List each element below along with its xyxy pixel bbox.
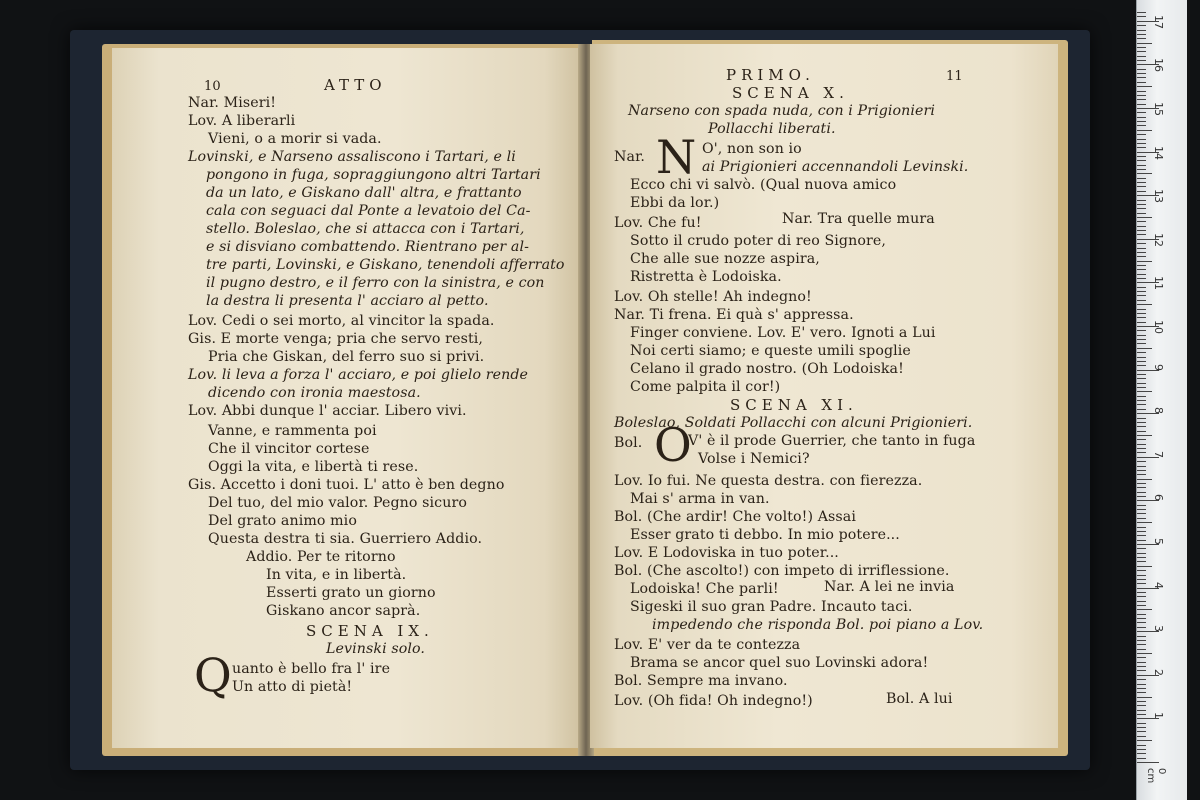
stage-direction-line: Boleslao, Soldati Pollacchi con alcuni Prigionieri. xyxy=(614,415,973,431)
ruler-tick xyxy=(1137,16,1146,17)
ruler-tick xyxy=(1137,173,1152,174)
ruler-tick xyxy=(1137,112,1146,113)
ruler-tick xyxy=(1137,749,1146,750)
ruler-tick xyxy=(1137,295,1146,296)
ruler-tick xyxy=(1137,365,1146,366)
ruler-tick xyxy=(1137,361,1146,362)
text-line: Del tuo, del mio valor. Pegno sicuro xyxy=(208,495,467,511)
ruler-tick xyxy=(1137,557,1146,558)
text-line: Esser grato ti debbo. In mio potere... xyxy=(630,527,900,543)
ruler-tick xyxy=(1137,409,1146,410)
text-line: Vanne, e rammenta poi xyxy=(208,423,377,439)
ruler-tick xyxy=(1137,217,1152,218)
ruler-tick xyxy=(1137,614,1146,615)
ruler-tick xyxy=(1137,213,1146,214)
ruler-tick xyxy=(1137,601,1146,602)
ruler-tick xyxy=(1137,117,1146,118)
left-page xyxy=(112,48,582,748)
ruler-tick xyxy=(1137,575,1146,576)
text-line: Lov. Io fui. Ne questa destra. con fierezza. xyxy=(614,473,923,489)
stage-direction-line: cala con seguaci dal Ponte a levatoio del Ca- xyxy=(206,203,531,219)
ruler-tick xyxy=(1137,51,1146,52)
ruler-tick xyxy=(1137,77,1146,78)
ruler-tick xyxy=(1137,762,1159,763)
ruler-tick xyxy=(1137,644,1146,645)
ruler-tick xyxy=(1137,618,1146,619)
page-number: 10 xyxy=(204,79,221,94)
text-line: Addio. Per te ritorno xyxy=(246,549,396,565)
ruler-tick xyxy=(1137,99,1146,100)
ruler-number: 10 xyxy=(1152,320,1165,334)
ruler-tick xyxy=(1137,12,1146,13)
stage-direction-line: ai Prigionieri accennandoli Levinski. xyxy=(702,159,969,175)
ruler-tick xyxy=(1137,697,1152,698)
stage-direction-line: pongono in fuga, sopraggiungono altri Tartari xyxy=(206,167,541,183)
text-line: Lov. Che fu! xyxy=(614,215,702,231)
ruler-number: 17 xyxy=(1152,14,1165,29)
ruler-tick xyxy=(1137,566,1152,567)
ruler-tick xyxy=(1137,139,1146,140)
ruler-tick xyxy=(1137,553,1146,554)
stage-direction-line: Lovinski, e Narseno assaliscono i Tartari, e li xyxy=(188,149,516,165)
ruler-tick xyxy=(1137,758,1146,759)
ruler-tick xyxy=(1137,343,1146,344)
ruler-tick xyxy=(1137,56,1146,57)
ruler-tick xyxy=(1137,396,1146,397)
ruler-tick xyxy=(1137,657,1146,658)
ruler-number: 5 xyxy=(1152,538,1165,545)
ruler-tick xyxy=(1137,439,1146,440)
text-line: Gis. E morte venga; pria che servo resti, xyxy=(188,331,483,347)
speaker-label: Bol. xyxy=(614,435,643,451)
text-line: V' è il prode Guerrier, che tanto in fuga xyxy=(688,433,976,449)
ruler-tick xyxy=(1137,304,1152,305)
ruler-tick xyxy=(1137,561,1146,562)
speaker-label: Nar. xyxy=(614,149,646,165)
ruler-number: 9 xyxy=(1152,363,1165,371)
ruler-tick xyxy=(1137,492,1146,493)
ruler-tick xyxy=(1137,422,1146,423)
ruler-tick xyxy=(1137,383,1146,384)
ruler-number: 13 xyxy=(1152,189,1165,204)
ruler-tick xyxy=(1137,313,1146,314)
ruler-tick xyxy=(1137,191,1146,192)
ruler-tick xyxy=(1137,348,1152,349)
page-number: 11 xyxy=(946,69,963,84)
ruler-tick xyxy=(1137,82,1146,83)
ruler-tick xyxy=(1137,352,1146,353)
ruler-number: 16 xyxy=(1152,58,1165,73)
ruler-tick xyxy=(1137,208,1146,209)
ruler-tick xyxy=(1137,182,1146,183)
ruler-tick xyxy=(1137,230,1146,231)
scene-heading: SCENA XI. xyxy=(730,396,858,414)
text-line: Ecco chi vi salvò. (Qual nuova amico xyxy=(630,177,897,193)
ruler-unit-label: 0 cm xyxy=(1145,768,1167,784)
ruler-tick xyxy=(1137,527,1146,528)
ruler-tick xyxy=(1137,736,1146,737)
text-line: Sotto il crudo poter di reo Signore, xyxy=(630,233,886,249)
ruler-number: 11 xyxy=(1152,276,1165,291)
drop-cap: Q xyxy=(194,648,232,702)
text-line: Sigeski il suo gran Padre. Incauto taci. xyxy=(630,599,913,615)
text-line: Bol. Sempre ma invano. xyxy=(614,673,788,689)
ruler-tick xyxy=(1137,431,1146,432)
running-header: PRIMO. xyxy=(726,66,815,84)
text-line: Nar. Tra quelle mura xyxy=(782,211,935,227)
ruler-tick xyxy=(1137,627,1146,628)
ruler-tick xyxy=(1137,357,1146,358)
stage-direction-line: Pollacchi liberati. xyxy=(708,121,836,137)
stage-direction-line: e si disviano combattendo. Rientrano per al- xyxy=(206,239,529,255)
ruler-tick xyxy=(1137,487,1146,488)
text-line: In vita, e in libertà. xyxy=(266,567,407,583)
text-line: Lov. E Lodoviska in tuo poter... xyxy=(614,545,839,561)
text-line: Volse i Nemici? xyxy=(698,451,810,467)
ruler-tick xyxy=(1137,156,1146,157)
ruler-tick xyxy=(1137,335,1146,336)
ruler-tick xyxy=(1137,60,1146,61)
ruler-tick xyxy=(1137,548,1146,549)
text-line: Brama se ancor quel suo Lovinski adora! xyxy=(630,655,929,671)
ruler-tick xyxy=(1137,339,1146,340)
ruler-tick xyxy=(1137,169,1146,170)
text-line: Nar. A lei ne invia xyxy=(824,579,955,595)
text-line: Del grato animo mio xyxy=(208,513,357,529)
ruler-tick xyxy=(1137,43,1152,44)
ruler-tick xyxy=(1137,583,1146,584)
ruler-tick xyxy=(1137,204,1146,205)
text-line: Nar. Miseri! xyxy=(188,95,277,111)
text-line: Che il vincitor cortese xyxy=(208,441,370,457)
text-line: Ristretta è Lodoiska. xyxy=(630,269,782,285)
ruler-tick xyxy=(1137,513,1146,514)
ruler-tick xyxy=(1137,178,1146,179)
ruler-tick xyxy=(1137,121,1146,122)
ruler-tick xyxy=(1137,378,1146,379)
ruler-tick xyxy=(1137,745,1146,746)
text-line: Bol. (Che ardir! Che volto!) Assai xyxy=(614,509,856,525)
running-header: ATTO xyxy=(324,76,387,94)
stage-direction-line: Levinski solo. xyxy=(326,641,425,657)
ruler-tick xyxy=(1137,452,1146,453)
text-line: Ebbi da lor.) xyxy=(630,195,720,211)
ruler-tick xyxy=(1137,596,1146,597)
ruler-tick xyxy=(1137,25,1146,26)
ruler-tick xyxy=(1137,95,1146,96)
scene-heading: SCENA X. xyxy=(732,84,849,102)
ruler-tick xyxy=(1137,592,1146,593)
stage-direction-line: dicendo con ironia maestosa. xyxy=(208,385,421,401)
ruler-tick xyxy=(1137,636,1146,637)
text-line: O', non son io xyxy=(702,141,802,157)
ruler-tick xyxy=(1137,125,1146,126)
stage-direction-line: Lov. li leva a forza l' acciaro, e poi glielo rende xyxy=(188,367,529,383)
ruler-tick xyxy=(1137,226,1146,227)
text-line: Pria che Giskan, del ferro suo si privi. xyxy=(208,349,485,365)
ruler-tick xyxy=(1137,186,1146,187)
text-line: Noi certi siamo; e queste umili spoglie xyxy=(630,343,911,359)
stage-direction-line: la destra li presenta l' acciaro al petto. xyxy=(206,293,489,309)
ruler-tick xyxy=(1137,400,1146,401)
ruler-tick xyxy=(1137,309,1146,310)
ruler-tick xyxy=(1137,688,1146,689)
ruler-tick xyxy=(1137,535,1146,536)
ruler-tick xyxy=(1137,287,1146,288)
ruler-tick xyxy=(1137,391,1152,392)
ruler-tick xyxy=(1137,609,1152,610)
text-line: Lov. Cedi o sei morto, al vincitor la spada. xyxy=(188,313,495,329)
ruler-tick xyxy=(1137,291,1146,292)
ruler-tick xyxy=(1137,710,1146,711)
drop-cap: N xyxy=(656,130,697,184)
ruler-tick xyxy=(1137,483,1146,484)
ruler-tick xyxy=(1137,496,1146,497)
right-page xyxy=(590,44,1058,748)
text-line: Oggi la vita, e libertà ti rese. xyxy=(208,459,419,475)
ruler-tick xyxy=(1137,518,1146,519)
text-line: Mai s' arma in van. xyxy=(630,491,770,507)
ruler-tick xyxy=(1137,531,1146,532)
text-line: Lov. A liberarli xyxy=(188,113,296,129)
ruler-tick xyxy=(1137,466,1146,467)
ruler-tick xyxy=(1137,509,1146,510)
ruler-number: 12 xyxy=(1152,232,1165,247)
ruler-tick xyxy=(1137,374,1146,375)
text-line: Giskano ancor saprà. xyxy=(266,603,421,619)
ruler-tick xyxy=(1137,330,1146,331)
ruler-tick xyxy=(1137,274,1146,275)
ruler-number: 4 xyxy=(1152,581,1165,589)
ruler-number: 8 xyxy=(1152,407,1165,415)
text-line: Vieni, o a morir si vada. xyxy=(208,131,382,147)
ruler-tick xyxy=(1137,684,1146,685)
ruler-tick xyxy=(1137,522,1152,523)
ruler-tick xyxy=(1137,679,1146,680)
ruler-tick xyxy=(1137,461,1146,462)
text-line: Lov. E' ver da te contezza xyxy=(614,637,801,653)
ruler-tick xyxy=(1137,670,1146,671)
ruler-number: 3 xyxy=(1152,625,1165,633)
stage-direction-line: tre parti, Lovinski, e Giskano, tenendoli afferrato xyxy=(206,257,565,273)
stage-direction-line: stello. Boleslao, che si attacca con i Tartari, xyxy=(206,221,525,237)
text-line: Bol. (Che ascolto!) con impeto di irriflessione. xyxy=(614,563,950,579)
ruler-tick xyxy=(1137,252,1146,253)
ruler-tick xyxy=(1137,444,1146,445)
ruler-tick xyxy=(1137,322,1146,323)
text-line: Lodoiska! Che parli! xyxy=(630,581,779,597)
text-line: Esserti grato un giorno xyxy=(266,585,436,601)
text-line: Lov. Oh stelle! Ah indegno! xyxy=(614,289,812,305)
ruler-number: 6 xyxy=(1152,494,1165,502)
ruler-tick xyxy=(1137,404,1146,405)
ruler-tick xyxy=(1137,666,1146,667)
text-line: uanto è bello fra l' ire xyxy=(232,661,391,677)
ruler-tick xyxy=(1137,731,1146,732)
ruler-tick xyxy=(1137,474,1146,475)
ruler-tick xyxy=(1137,248,1146,249)
ruler-tick xyxy=(1137,38,1146,39)
ruler-tick xyxy=(1137,714,1146,715)
ruler-tick xyxy=(1137,470,1146,471)
measurement-ruler xyxy=(1136,0,1187,800)
ruler-tick xyxy=(1137,387,1146,388)
text-line: Finger conviene. Lov. E' vero. Ignoti a Lui xyxy=(630,325,936,341)
ruler-tick xyxy=(1137,640,1146,641)
ruler-tick xyxy=(1137,753,1146,754)
ruler-tick xyxy=(1137,104,1146,105)
ruler-tick xyxy=(1137,540,1146,541)
ruler-tick xyxy=(1137,653,1152,654)
text-line: Bol. A lui xyxy=(886,691,953,707)
ruler-tick xyxy=(1137,91,1146,92)
ruler-tick xyxy=(1137,221,1146,222)
stage-direction-line: impedendo che risponda Bol. poi piano a Lov. xyxy=(652,617,984,633)
ruler-tick xyxy=(1137,505,1146,506)
ruler-tick xyxy=(1137,317,1146,318)
ruler-number: 7 xyxy=(1152,450,1165,458)
ruler-tick xyxy=(1137,160,1146,161)
ruler-tick xyxy=(1137,34,1146,35)
ruler-tick xyxy=(1137,165,1146,166)
ruler-tick xyxy=(1137,479,1152,480)
text-line: Lov. Abbi dunque l' acciar. Libero vivi. xyxy=(188,403,467,419)
text-line: Che alle sue nozze aspira, xyxy=(630,251,820,267)
ruler-tick xyxy=(1137,143,1146,144)
stage-direction-line: da un lato, e Giskano dall' altra, e frattanto xyxy=(206,185,522,201)
ruler-tick xyxy=(1137,701,1146,702)
ruler-tick xyxy=(1137,134,1146,135)
text-line: Lov. (Oh fida! Oh indegno!) xyxy=(614,693,813,709)
ruler-tick xyxy=(1137,200,1146,201)
ruler-tick xyxy=(1137,234,1146,235)
ruler-number: 15 xyxy=(1152,102,1165,116)
text-line: Come palpita il cor!) xyxy=(630,379,781,395)
ruler-tick xyxy=(1137,448,1146,449)
ruler-tick xyxy=(1137,435,1152,436)
ruler-tick xyxy=(1137,73,1146,74)
ruler-tick xyxy=(1137,705,1146,706)
ruler-tick xyxy=(1137,69,1146,70)
ruler-tick xyxy=(1137,692,1146,693)
stage-direction-line: il pugno destro, e il ferro con la sinistra, e con xyxy=(206,275,545,291)
ruler-tick xyxy=(1137,147,1146,148)
ruler-tick xyxy=(1137,605,1146,606)
text-line: Questa destra ti sia. Guerriero Addio. xyxy=(208,531,483,547)
ruler-number: 1 xyxy=(1152,712,1165,720)
ruler-tick xyxy=(1137,418,1146,419)
text-line: Nar. Ti frena. Ei quà s' appressa. xyxy=(614,307,854,323)
ruler-tick xyxy=(1137,265,1146,266)
ruler-tick xyxy=(1137,662,1146,663)
ruler-tick xyxy=(1137,30,1146,31)
ruler-number: 2 xyxy=(1152,668,1165,676)
ruler-tick xyxy=(1137,86,1152,87)
ruler-tick xyxy=(1137,426,1146,427)
text-line: Celano il grado nostro. (Oh Lodoiska! xyxy=(630,361,904,377)
drop-cap: O xyxy=(654,418,692,472)
ruler-tick xyxy=(1137,243,1146,244)
ruler-tick xyxy=(1137,261,1152,262)
stage-direction-line: Narseno con spada nuda, con i Prigionieri xyxy=(628,103,936,119)
ruler-tick xyxy=(1137,622,1146,623)
ruler-tick xyxy=(1137,47,1146,48)
ruler-tick xyxy=(1137,579,1146,580)
ruler-tick xyxy=(1137,300,1146,301)
ruler-tick xyxy=(1137,570,1146,571)
ruler-tick xyxy=(1137,649,1146,650)
text-line: Gis. Accetto i doni tuoi. L' atto è ben degno xyxy=(188,477,505,493)
ruler-tick xyxy=(1137,269,1146,270)
text-line: Un atto di pietà! xyxy=(232,679,353,695)
ruler-tick xyxy=(1137,723,1146,724)
ruler-tick xyxy=(1137,256,1146,257)
ruler-tick xyxy=(1137,278,1146,279)
scene-heading: SCENA IX. xyxy=(306,622,434,640)
ruler-tick xyxy=(1137,130,1152,131)
ruler-tick xyxy=(1137,727,1146,728)
ruler-tick xyxy=(1137,740,1152,741)
ruler-number: 14 xyxy=(1152,145,1165,160)
